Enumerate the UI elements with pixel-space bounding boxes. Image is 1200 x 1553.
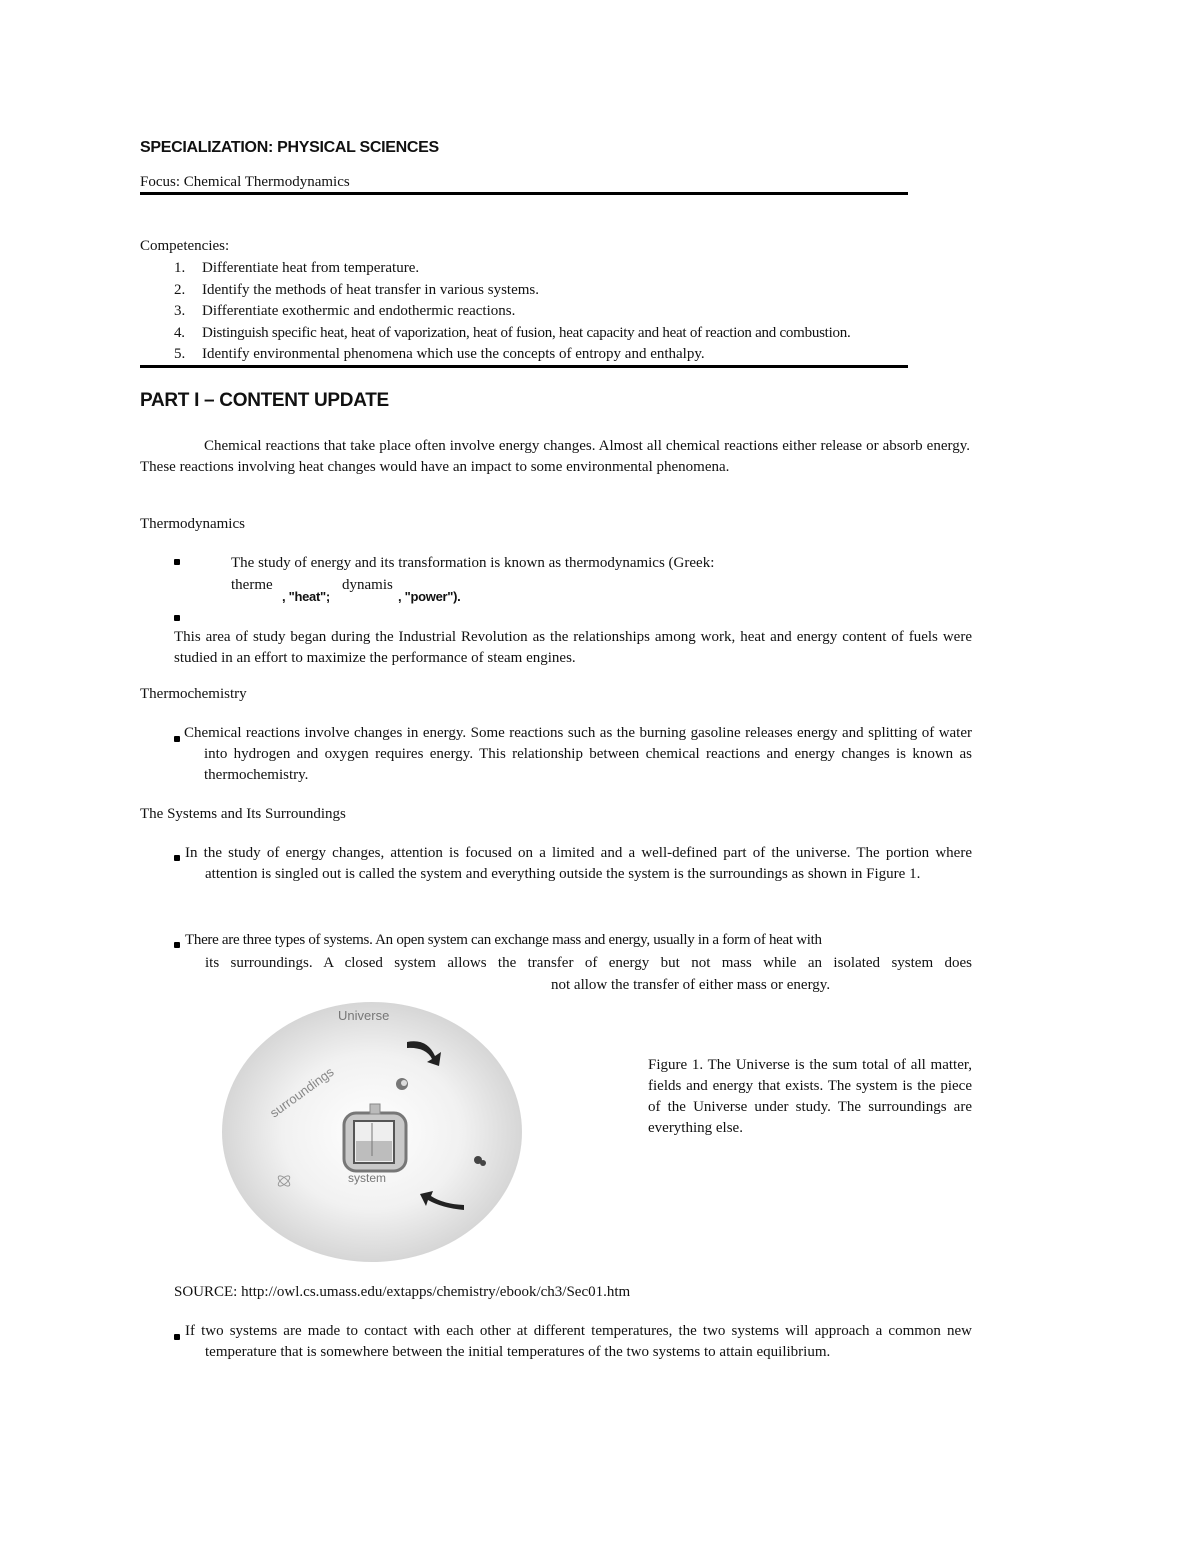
specialization-title: SPECIALIZATION: PHYSICAL SCIENCES — [140, 139, 439, 156]
competency-item — [174, 280, 539, 300]
competency-text: Differentiate heat from temperature. — [202, 260, 420, 276]
competencies-label: Competencies: — [140, 238, 230, 254]
competency-item — [174, 301, 515, 321]
bullet-icon — [174, 942, 180, 948]
thermodynamics-bullet-2: This area of study began during the Industrial Revolution as the relationships among work, heat and energy content of fuels were studied in an effort to maximize the performance of steam engines. — [174, 629, 972, 666]
competency-number: 5. — [174, 346, 186, 362]
universe-label: Universe — [338, 1008, 390, 1023]
competency-number: 3. — [174, 303, 186, 319]
intro-paragraph: Chemical reactions that take place often involve energy changes. Almost all chemical reactions either release or absorb energy. These reactions involving heat changes would have an impact to some environmental phenomena. — [140, 438, 970, 475]
competencies-divider — [140, 365, 908, 368]
competency-item — [174, 258, 419, 278]
systems-bullet-1: In the study of energy changes, attention is focused on a limited and a well-defined part of the universe. The portion where attention is singled out is called the system and everything outside the system is the surroundings as shown in Figure 1. — [185, 845, 972, 882]
thermodynamics-heading: Thermodynamics — [140, 516, 245, 532]
bullet-icon — [174, 615, 180, 621]
figure-source: SOURCE: http://owl.cs.umass.edu/extapps/chemistry/ebook/ch3/Sec01.htm — [174, 1284, 631, 1300]
greek-therme: therme — [231, 577, 273, 593]
bullet-icon — [174, 1334, 180, 1340]
competency-text: Differentiate exothermic and endothermic reactions. — [202, 303, 516, 319]
greek-dynamis: dynamis — [342, 577, 393, 593]
systems-bullet-2-line-3: not allow the transfer of either mass or energy. — [551, 977, 831, 993]
system-label: system — [348, 1171, 387, 1185]
thermochemistry-heading: Thermochemistry — [140, 686, 247, 702]
bullet-icon — [174, 855, 180, 861]
surroundings-label: surroundings — [266, 1064, 337, 1121]
competency-item — [174, 344, 705, 364]
focus-line: Focus: Chemical Thermodynamics — [140, 174, 350, 190]
universe-figure — [222, 996, 522, 1264]
greek-power-gloss: , "power"). — [398, 589, 461, 604]
header-divider — [140, 192, 908, 195]
competency-item — [174, 323, 851, 343]
competency-number: 1. — [174, 260, 186, 276]
competency-text: Identify the methods of heat transfer in various systems. — [202, 282, 540, 298]
beaker-system-icon — [344, 1104, 406, 1171]
equilibrium-bullet: If two systems are made to contact with each other at different temperatures, the two systems will approach a common new temperature that is somewhere between the initial temperatures of the two systems to attain equilibrium. — [185, 1323, 972, 1360]
figure-caption: Figure 1. The Universe is the sum total of all matter, fields and energy that exists. The system is the piece of the Universe under study. The surroundings are everything else. — [648, 1057, 972, 1136]
bullet-icon — [174, 559, 180, 565]
thermochemistry-bullet-1: Chemical reactions involve changes in energy. Some reactions such as the burning gasoline releases energy and splitting of water into hydrogen and oxygen requires energy. This relationship between chemical reactions and energy changes is known as thermochemistry. — [184, 725, 972, 783]
bullet-icon — [174, 736, 180, 742]
competency-text: Distinguish specific heat, heat of vaporization, heat of fusion, heat capacity and heat of reaction and combustion. — [202, 325, 851, 341]
universe-diagram — [222, 996, 522, 1264]
systems-heading: The Systems and Its Surroundings — [140, 806, 346, 822]
systems-bullet-2-line-1: There are three types of systems. An open system can exchange mass and energy, usually in a form of heat with — [185, 932, 822, 948]
thermodynamics-bullet-1: The study of energy and its transformation is known as thermodynamics (Greek: — [231, 555, 715, 571]
greek-heat-gloss: , "heat"; — [282, 589, 330, 604]
part1-title: PART I – CONTENT UPDATE — [140, 390, 389, 411]
competency-number: 2. — [174, 282, 186, 298]
competency-text: Identify environmental phenomena which use the concepts of entropy and enthalpy. — [202, 346, 705, 362]
systems-bullet-2-line-2: its surroundings. A closed system allows the transfer of energy but not mass while an isolated system does — [205, 955, 972, 971]
competency-number: 4. — [174, 325, 185, 341]
